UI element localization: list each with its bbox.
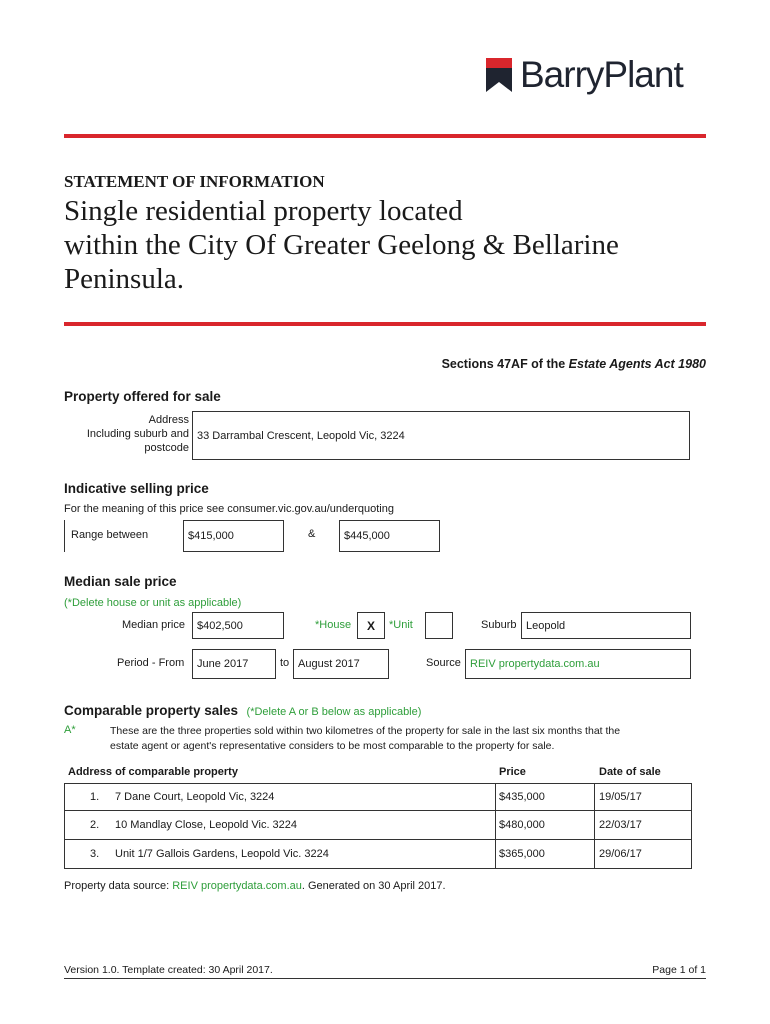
period-to-label: to (280, 657, 290, 669)
unit-checkbox[interactable] (425, 612, 453, 639)
row-date: 19/05/17 (599, 790, 642, 803)
period-to-field[interactable]: August 2017 (293, 649, 389, 679)
option-a-text-line: These are the three properties sold within two kilometres of the property for sale in the last six months that the (110, 725, 621, 737)
median-delete-note: (*Delete house or unit as applicable) (64, 597, 242, 609)
house-label: *House (315, 619, 352, 631)
section-heading-property: Property offered for sale (64, 389, 221, 404)
act-reference (442, 357, 706, 371)
address-label-line: postcode (144, 442, 189, 454)
act-name: Estate Agents Act 1980 (568, 357, 706, 371)
median-price-label: Median price (122, 619, 185, 631)
source-field[interactable]: REIV propertydata.com.au (465, 649, 691, 679)
table-col-divider (495, 783, 496, 869)
row-number: 3. (90, 848, 100, 860)
brand-logo (486, 50, 683, 100)
section-heading-comparable: Comparable property sales (64, 703, 239, 718)
row-number: 2. (90, 819, 100, 831)
address-label-line: Including suburb and (86, 428, 189, 440)
footer-page: Page 1 of 1 (652, 964, 706, 976)
source-label: Source (426, 657, 461, 669)
median-price-field[interactable]: $402,500 (192, 612, 284, 639)
address-field[interactable]: 33 Darrambal Crescent, Leopold Vic, 3224 (192, 411, 690, 460)
address-label (64, 413, 189, 455)
section-heading-price: Indicative selling price (64, 481, 209, 496)
option-a-letter: A* (64, 724, 76, 736)
address-label-line: Address (148, 414, 189, 426)
unit-label: *Unit (389, 619, 413, 631)
period-from-field[interactable]: June 2017 (192, 649, 276, 679)
row-price: $435,000 (499, 790, 545, 803)
row-price: $480,000 (499, 819, 545, 831)
range-label: Range between (71, 529, 149, 541)
col-header-address: Address of comparable property (68, 766, 238, 778)
data-source-link[interactable]: REIV propertydata.com.au (172, 880, 302, 892)
option-a-text-line: estate agent or agent's representative considers to be most comparable to the property for sale. (110, 740, 555, 752)
bookmark-icon (486, 58, 512, 92)
doc-kicker: STATEMENT OF INFORMATION (64, 172, 325, 191)
top-divider (64, 134, 706, 138)
data-source-suffix: . Generated on 30 April 2017. (301, 880, 446, 892)
doc-title (64, 194, 619, 296)
row-date: 29/06/17 (599, 848, 642, 860)
row-address: 10 Mandlay Close, Leopold Vic. 3224 (115, 819, 298, 831)
row-address: Unit 1/7 Gallois Gardens, Leopold Vic. 3224 (115, 848, 329, 860)
doc-title-line: Single residential property located (64, 195, 463, 227)
range-amp: & (308, 528, 316, 540)
option-a-text (110, 724, 620, 754)
suburb-label: Suburb (481, 619, 517, 631)
brand-name: BarryPlant (520, 54, 683, 95)
title-divider (64, 322, 706, 326)
row-address: 7 Dane Court, Leopold Vic, 3224 (115, 790, 275, 803)
suburb-field[interactable]: Leopold (521, 612, 691, 639)
period-label: Period - From (117, 657, 185, 669)
house-checkbox[interactable]: X (357, 612, 385, 639)
col-header-price: Price (499, 766, 526, 778)
act-prefix: Sections 47AF of the (441, 357, 569, 371)
comparable-delete-note: (*Delete A or B below as applicable) (246, 706, 422, 718)
section-heading-median: Median sale price (64, 574, 177, 589)
section-heading-comparable-row (64, 702, 421, 720)
doc-title-line: Peninsula. (64, 263, 185, 295)
footer-divider (64, 978, 706, 979)
row-number: 1. (90, 790, 100, 803)
table-col-divider (594, 783, 595, 869)
row-date: 22/03/17 (599, 819, 642, 831)
price-note: For the meaning of this price see consumer.vic.gov.au/underquoting (64, 503, 394, 515)
col-header-date: Date of sale (599, 766, 661, 778)
data-source-line (64, 880, 446, 892)
doc-title-line: within the City Of Greater Geelong & Bellarine (64, 229, 619, 261)
data-source-prefix: Property data source: (64, 880, 173, 892)
footer-version: Version 1.0. Template created: 30 April 2017. (64, 964, 273, 976)
price-high-field[interactable]: $445,000 (339, 520, 440, 552)
row-price: $365,000 (499, 848, 545, 860)
price-low-field[interactable]: $415,000 (183, 520, 284, 552)
